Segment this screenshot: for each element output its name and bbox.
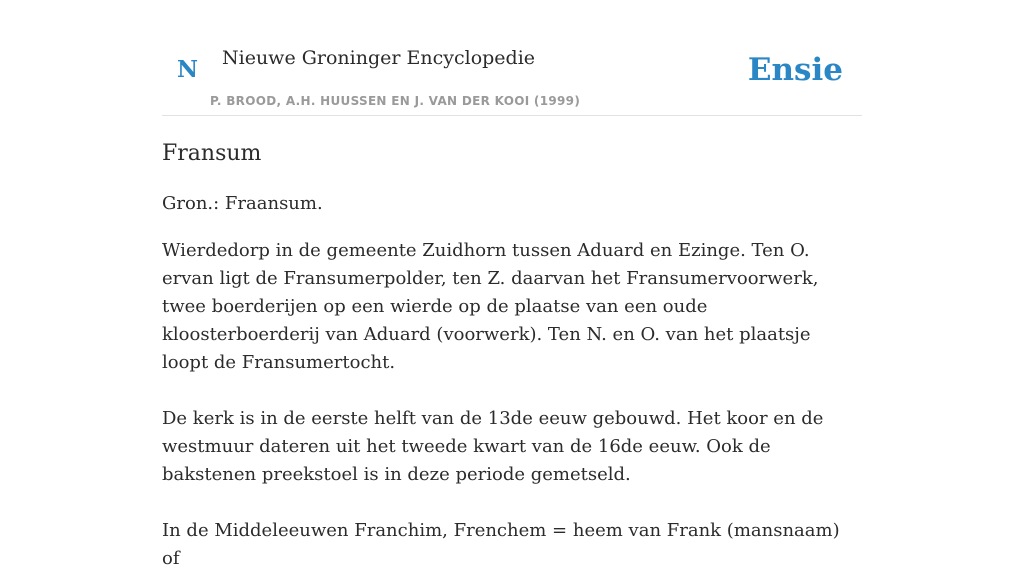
ensie-brand-logo[interactable]: Ensie	[747, 52, 843, 88]
encyclopedia-title-link[interactable]: Nieuwe Groninger Encyclopedie	[222, 47, 536, 69]
entry-paragraph: Wierdedorp in de gemeente Zuidhorn tussen Aduard en Ezinge. Ten O. ervan ligt de Fransumerpolder, ten Z. daarvan het Fransumervoorwerk, twee boerderijen op een wierde op de plaatse van een oude kloosterboerderij van Aduard (voorwerk). Ten N. en O. van het plaatsje loopt de Fransumertocht.	[162, 240, 819, 373]
entry-alt-name: Gron.: Fraansum.	[162, 193, 323, 214]
encyclopedia-authors: P. BROOD, A.H. HUUSSEN EN J. VAN DER KOOI (1999)	[210, 94, 581, 108]
entry-paragraph: In de Middeleeuwen Franchim, Frenchem = heem van Frank (mansnaam) of	[162, 520, 840, 569]
entry-content	[162, 136, 862, 573]
encyclopedia-header	[162, 30, 862, 116]
entry-title: Fransum	[162, 141, 262, 166]
entry-paragraph: De kerk is in de eerste helft van de 13de eeuw gebouwd. Het koor en de westmuur dateren uit het tweede kwart van de 16de eeuw. Ook de bakstenen preekstoel is in deze periode gemetseld.	[162, 408, 824, 485]
encyclopedia-logo[interactable]: N	[177, 56, 199, 83]
